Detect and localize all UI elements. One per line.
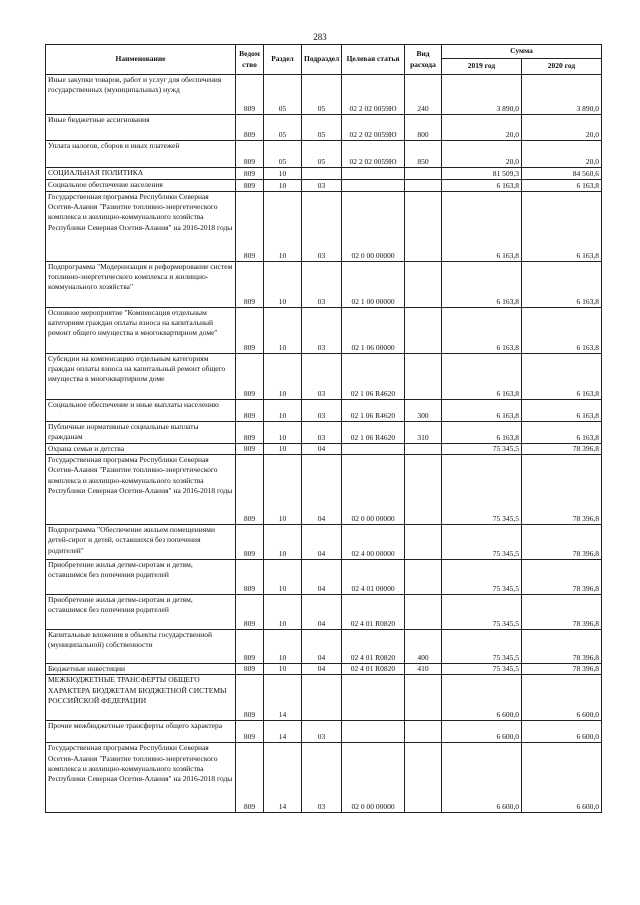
row-expense-type: [405, 743, 442, 813]
row-name: СОЦИАЛЬНАЯ ПОЛИТИКА: [46, 168, 236, 180]
row-target: 02 2 02 0059Ю: [342, 141, 405, 168]
row-subsection: 04: [302, 630, 342, 664]
row-name: Государственная программа Республики Северная Осетия-Алания "Развитие топливно-энергетического комплекса и жилищно-коммунального хозяйства Республики Северная Осетия-Алания" на 2016-2018 годы: [46, 192, 236, 262]
row-name: Основное мероприятие "Компенсация отдельным категориям граждан оплаты взноса на капитальный ремонт общего имущества в многоквартирном доме": [46, 308, 236, 354]
row-ministry: 809: [236, 595, 264, 630]
row-section: 10: [264, 168, 302, 180]
row-name: Приобретение жилья детям-сиротам и детям, оставшимся без попечения родителей: [46, 595, 236, 630]
row-name: Государственная программа Республики Северная Осетия-Алания "Развитие топливно-энергетического комплекса и жилищно-коммунального хозяйства Республики Северная Осетия-Алания" на 2016-2018 годы: [46, 743, 236, 813]
row-amount-2020: 6 163,8: [522, 192, 602, 262]
row-ministry: 809: [236, 75, 264, 115]
table-row: [46, 422, 602, 444]
row-section: 05: [264, 141, 302, 168]
row-expense-type: [405, 455, 442, 525]
row-ministry: 809: [236, 192, 264, 262]
row-ministry: 809: [236, 422, 264, 444]
row-section: 10: [264, 354, 302, 400]
row-expense-type: 800: [405, 115, 442, 141]
table-row: [46, 743, 602, 813]
row-expense-type: 410: [405, 664, 442, 675]
row-expense-type: [405, 354, 442, 400]
row-subsection: [302, 675, 342, 721]
table-row: [46, 180, 602, 192]
header-2019: 2019 год: [442, 59, 522, 75]
row-amount-2019: 6 163,8: [442, 422, 522, 444]
row-amount-2020: 6 163,8: [522, 262, 602, 308]
row-name: Охрана семьи и детства: [46, 444, 236, 455]
header-subsection: Подраздел: [302, 45, 342, 75]
table-row: [46, 400, 602, 422]
header-expense-type: Вид расхода: [405, 45, 442, 75]
row-target: 02 4 01 R0820: [342, 595, 405, 630]
row-ministry: 809: [236, 262, 264, 308]
row-name: Подпрограмма "Обеспечение жильем помещениями детей-сирот и детей, оставшихся без попечения родителей": [46, 525, 236, 560]
table-row: [46, 444, 602, 455]
row-amount-2020: 6 163,8: [522, 422, 602, 444]
row-section: 10: [264, 180, 302, 192]
row-expense-type: [405, 595, 442, 630]
row-ministry: 809: [236, 180, 264, 192]
row-subsection: 03: [302, 422, 342, 444]
row-target: 02 1 06 R4620: [342, 400, 405, 422]
row-subsection: 05: [302, 115, 342, 141]
table-row: [46, 168, 602, 180]
header-section: Раздел: [264, 45, 302, 75]
row-subsection: 03: [302, 354, 342, 400]
row-amount-2020: 6 600,0: [522, 675, 602, 721]
table-row: [46, 630, 602, 664]
row-amount-2019: 20,0: [442, 141, 522, 168]
row-name: Социальное обеспечение и иные выплаты населению: [46, 400, 236, 422]
row-name: Уплата налогов, сборов и иных платежей: [46, 141, 236, 168]
row-amount-2020: 3 890,0: [522, 75, 602, 115]
row-amount-2019: 6 600,0: [442, 721, 522, 743]
row-name: Социальное обеспечение населения: [46, 180, 236, 192]
row-expense-type: 300: [405, 400, 442, 422]
row-target: 02 1 06 R4620: [342, 422, 405, 444]
table-row: [46, 115, 602, 141]
row-ministry: 809: [236, 630, 264, 664]
row-amount-2019: 6 163,8: [442, 262, 522, 308]
row-amount-2019: 81 509,3: [442, 168, 522, 180]
row-expense-type: 850: [405, 141, 442, 168]
row-expense-type: [405, 525, 442, 560]
row-target: 02 4 01 00000: [342, 560, 405, 595]
row-expense-type: [405, 560, 442, 595]
table-row: [46, 721, 602, 743]
row-expense-type: 310: [405, 422, 442, 444]
budget-table: [45, 44, 602, 813]
row-expense-type: [405, 444, 442, 455]
header-name: Наименование: [46, 45, 236, 75]
row-amount-2020: 6 163,8: [522, 354, 602, 400]
row-name: Государственная программа Республики Северная Осетия-Алания "Развитие топливно-энергетического комплекса и жилищно-коммунального хозяйства Республики Северная Осетия-Алания" на 2016-2018 годы: [46, 455, 236, 525]
row-target: 02 2 02 0059Ю: [342, 115, 405, 141]
row-amount-2020: 78 396,8: [522, 630, 602, 664]
table-row: [46, 262, 602, 308]
row-amount-2019: 75 345,5: [442, 444, 522, 455]
row-expense-type: [405, 675, 442, 721]
row-subsection: 03: [302, 721, 342, 743]
row-expense-type: [405, 168, 442, 180]
row-subsection: 04: [302, 444, 342, 455]
row-ministry: 809: [236, 115, 264, 141]
row-subsection: 05: [302, 75, 342, 115]
header-sum: Сумма: [442, 45, 602, 59]
row-subsection: 05: [302, 141, 342, 168]
row-target: 02 4 01 R0820: [342, 630, 405, 664]
row-amount-2020: 6 600,0: [522, 721, 602, 743]
row-section: 14: [264, 675, 302, 721]
table-row: [46, 675, 602, 721]
table-row: [46, 525, 602, 560]
row-section: 14: [264, 743, 302, 813]
row-amount-2019: 6 163,8: [442, 192, 522, 262]
row-amount-2020: 78 396,8: [522, 560, 602, 595]
row-subsection: 03: [302, 743, 342, 813]
row-amount-2019: 6 163,8: [442, 354, 522, 400]
row-expense-type: 400: [405, 630, 442, 664]
row-subsection: 03: [302, 308, 342, 354]
row-target: 02 1 06 R4620: [342, 354, 405, 400]
row-subsection: 04: [302, 595, 342, 630]
row-amount-2020: 78 396,8: [522, 444, 602, 455]
row-section: 10: [264, 308, 302, 354]
row-name: Бюджетные инвестиции: [46, 664, 236, 675]
row-target: [342, 675, 405, 721]
row-subsection: 04: [302, 664, 342, 675]
row-target: [342, 168, 405, 180]
row-amount-2019: 75 345,5: [442, 595, 522, 630]
row-name: Публичные нормативные социальные выплаты гражданам: [46, 422, 236, 444]
row-target: 02 4 01 R0820: [342, 664, 405, 675]
row-section: 10: [264, 262, 302, 308]
row-subsection: 04: [302, 525, 342, 560]
row-name: МЕЖБЮДЖЕТНЫЕ ТРАНСФЕРТЫ ОБЩЕГО ХАРАКТЕРА БЮДЖЕТАМ БЮДЖЕТНОЙ СИСТЕМЫ РОССИЙСКОЙ ФЕДЕРАЦИИ: [46, 675, 236, 721]
table-row: [46, 455, 602, 525]
row-name: Иные закупки товаров, работ и услуг для обеспечения государственных (муниципальных) нужд: [46, 75, 236, 115]
row-amount-2020: 84 560,6: [522, 168, 602, 180]
row-name: Иные бюджетные ассигнования: [46, 115, 236, 141]
table-row: [46, 141, 602, 168]
row-subsection: 03: [302, 400, 342, 422]
row-name: Приобретение жилья детям-сиротам и детям, оставшимся без попечения родителей: [46, 560, 236, 595]
row-target: 02 0 00 00000: [342, 743, 405, 813]
row-target: [342, 444, 405, 455]
row-section: 10: [264, 630, 302, 664]
row-expense-type: 240: [405, 75, 442, 115]
row-amount-2020: 6 163,8: [522, 308, 602, 354]
row-section: 10: [264, 560, 302, 595]
row-target: 02 0 00 00000: [342, 455, 405, 525]
row-target: 02 0 00 00000: [342, 192, 405, 262]
row-name: Прочие межбюджетные трансферты общего характера: [46, 721, 236, 743]
row-expense-type: [405, 262, 442, 308]
row-section: 10: [264, 595, 302, 630]
row-amount-2020: 78 396,8: [522, 664, 602, 675]
row-ministry: 809: [236, 168, 264, 180]
header-ministry: Ведом ство: [236, 45, 264, 75]
table-row: [46, 75, 602, 115]
row-amount-2019: 6 600,0: [442, 675, 522, 721]
table-row: [46, 308, 602, 354]
row-subsection: 04: [302, 455, 342, 525]
row-amount-2019: 6 163,8: [442, 400, 522, 422]
table-row: [46, 560, 602, 595]
row-ministry: 809: [236, 721, 264, 743]
table-row: [46, 192, 602, 262]
header-2020: 2020 год: [522, 59, 602, 75]
row-subsection: 04: [302, 560, 342, 595]
row-target: 02 2 02 0059Ю: [342, 75, 405, 115]
row-ministry: 809: [236, 354, 264, 400]
row-expense-type: [405, 180, 442, 192]
header-target: Целевая статья: [342, 45, 405, 75]
row-ministry: 809: [236, 743, 264, 813]
row-amount-2019: 75 345,5: [442, 560, 522, 595]
row-section: 10: [264, 422, 302, 444]
row-amount-2020: 78 396,8: [522, 595, 602, 630]
row-target: 02 1 00 00000: [342, 262, 405, 308]
row-ministry: 809: [236, 455, 264, 525]
row-section: 10: [264, 664, 302, 675]
row-amount-2019: 75 345,5: [442, 455, 522, 525]
row-ministry: 809: [236, 308, 264, 354]
row-name: Подпрограмма "Модернизация и реформирование систем топливно-энергетического комплекса и жилищно-коммунального хозяйства": [46, 262, 236, 308]
row-ministry: 809: [236, 400, 264, 422]
row-amount-2019: 75 345,5: [442, 664, 522, 675]
row-amount-2019: 20,0: [442, 115, 522, 141]
row-expense-type: [405, 308, 442, 354]
row-ministry: 809: [236, 664, 264, 675]
row-ministry: 809: [236, 141, 264, 168]
row-section: 10: [264, 400, 302, 422]
row-amount-2020: 6 163,8: [522, 400, 602, 422]
row-section: 10: [264, 525, 302, 560]
row-amount-2020: 78 396,8: [522, 455, 602, 525]
row-section: 14: [264, 721, 302, 743]
row-amount-2019: 3 890,0: [442, 75, 522, 115]
row-amount-2020: 20,0: [522, 115, 602, 141]
row-subsection: 03: [302, 180, 342, 192]
page-number: 283: [313, 32, 327, 42]
row-target: [342, 180, 405, 192]
row-ministry: 809: [236, 675, 264, 721]
table-body: [46, 75, 602, 813]
row-amount-2020: 6 163,8: [522, 180, 602, 192]
row-expense-type: [405, 721, 442, 743]
row-expense-type: [405, 192, 442, 262]
table-row: [46, 595, 602, 630]
row-name: Капитальные вложения в объекты государственной (муниципальной) собственности: [46, 630, 236, 664]
row-amount-2019: 6 163,8: [442, 180, 522, 192]
row-section: 05: [264, 75, 302, 115]
row-amount-2019: 75 345,5: [442, 630, 522, 664]
row-section: 05: [264, 115, 302, 141]
row-name: Субсидии на компенсацию отдельным категориям граждан оплаты взноса на капитальный ремонт общего имущества в многоквартирном доме: [46, 354, 236, 400]
row-ministry: 809: [236, 560, 264, 595]
row-subsection: 03: [302, 262, 342, 308]
row-section: 10: [264, 192, 302, 262]
row-amount-2019: 6 163,8: [442, 308, 522, 354]
table-row: [46, 354, 602, 400]
table-row: [46, 664, 602, 675]
row-target: 02 4 00 00000: [342, 525, 405, 560]
row-amount-2019: 75 345,5: [442, 525, 522, 560]
row-amount-2020: 20,0: [522, 141, 602, 168]
row-target: 02 1 06 00000: [342, 308, 405, 354]
row-target: [342, 721, 405, 743]
row-ministry: 809: [236, 525, 264, 560]
row-ministry: 809: [236, 444, 264, 455]
row-amount-2019: 6 600,0: [442, 743, 522, 813]
row-amount-2020: 6 600,0: [522, 743, 602, 813]
row-amount-2020: 78 396,8: [522, 525, 602, 560]
row-section: 10: [264, 444, 302, 455]
row-subsection: [302, 168, 342, 180]
row-subsection: 03: [302, 192, 342, 262]
row-section: 10: [264, 455, 302, 525]
